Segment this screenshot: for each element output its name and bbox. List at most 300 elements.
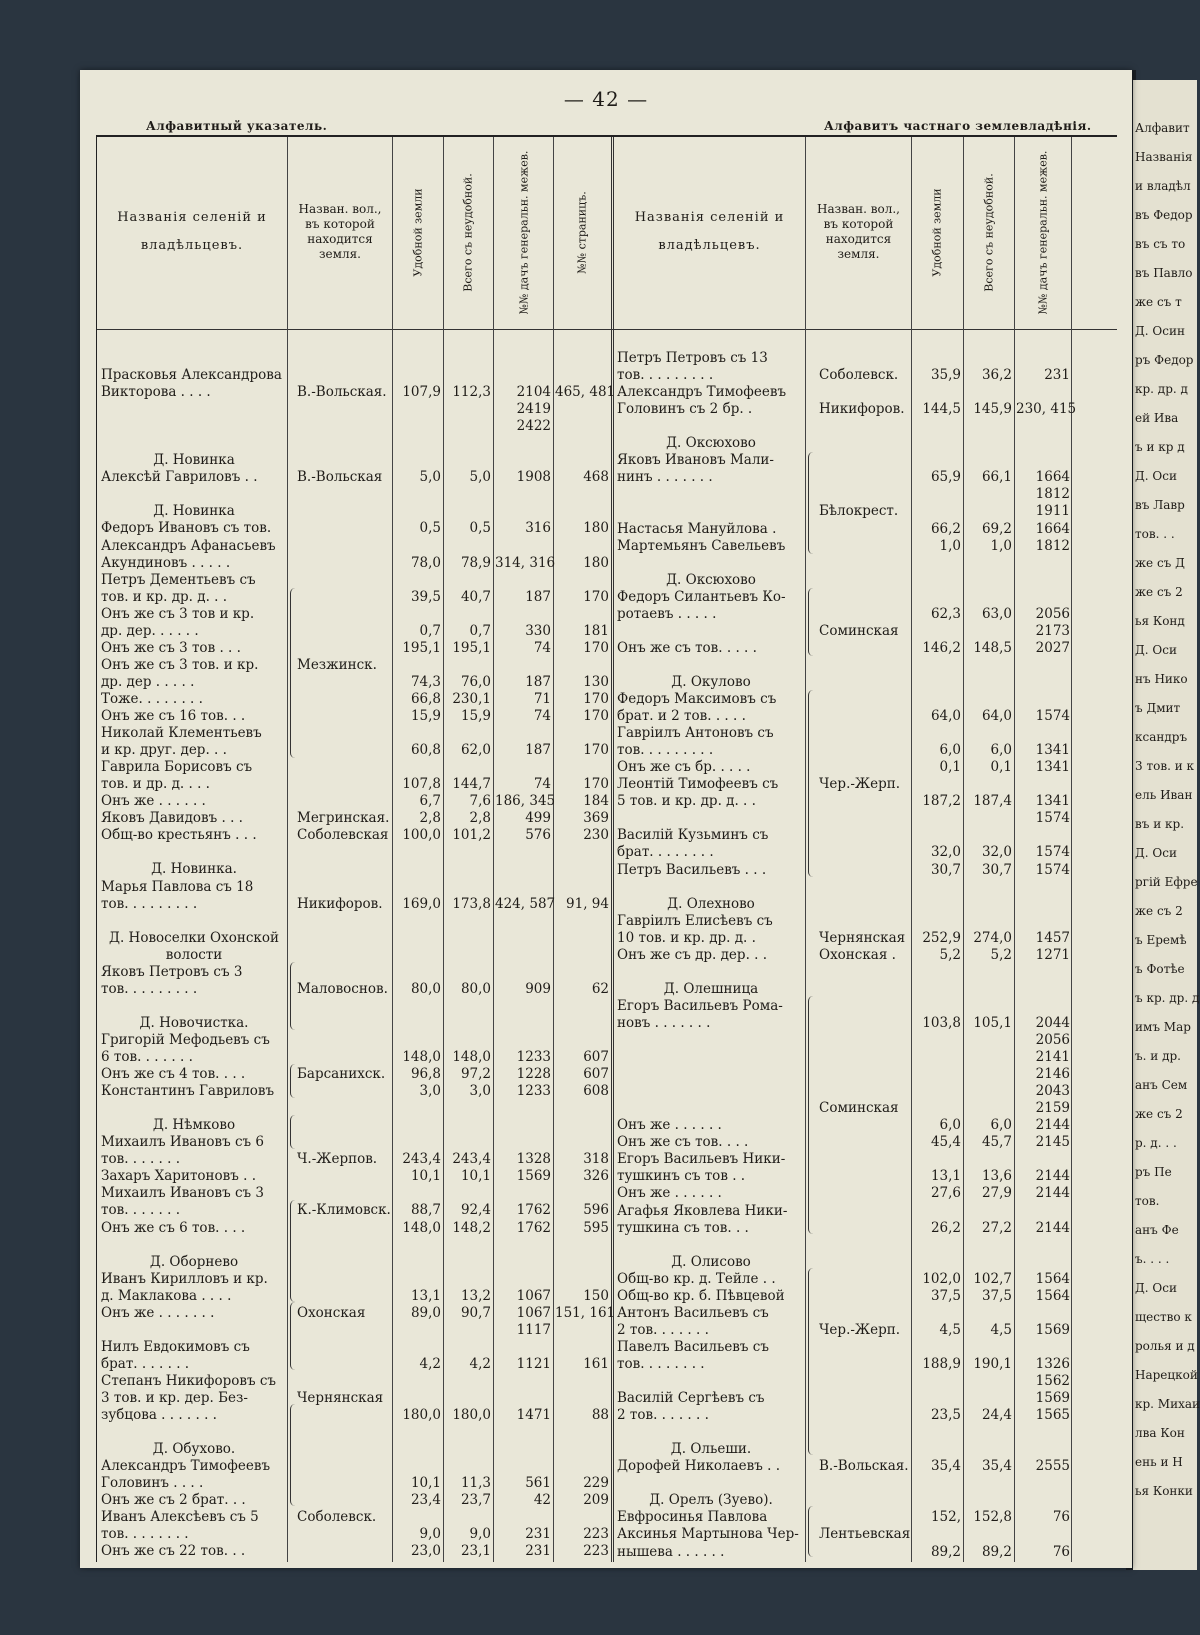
survey-number: 1762: [516, 1219, 551, 1236]
survey-number: 231: [525, 1526, 551, 1543]
survey-number: 230, 415: [1016, 401, 1077, 418]
owner-name: др. дер . . . . .: [101, 673, 195, 690]
table-row: [97, 1220, 1117, 1237]
page-reference: 223: [583, 1526, 609, 1543]
arable-land-value: 4,2: [419, 1355, 441, 1372]
total-land-value: 102,7: [973, 1270, 1012, 1287]
page-reference: 180: [583, 554, 609, 571]
village-heading: Д. Новинка: [153, 452, 235, 469]
page-reference: 596: [583, 1202, 609, 1219]
owner-name: Аксинья Мартынова Чер-: [617, 1526, 799, 1543]
owner-name: Викторова . . . .: [101, 384, 211, 401]
owner-name: Онъ же съ тов. . . .: [617, 1134, 749, 1151]
owner-name: Онъ же съ тов. . . . .: [617, 639, 757, 656]
survey-number: 1117: [516, 1321, 551, 1338]
neighbor-page-fragment: ръ Пе: [1135, 1165, 1172, 1179]
survey-number: 1569: [516, 1168, 551, 1185]
survey-number: 1067: [516, 1304, 551, 1321]
owner-name: Иванъ Алексѣевъ съ 5: [101, 1509, 259, 1526]
table-row: [97, 1203, 1117, 1220]
page-reference: 151, 161: [555, 1304, 616, 1321]
table-row: [97, 401, 1117, 418]
owner-name: Петръ Петровъ съ 13: [617, 350, 768, 366]
owner-name: Общ-во кр. д. Тейле . .: [617, 1270, 776, 1287]
survey-number: 1574: [1035, 810, 1070, 827]
village-heading: Д. Ольеши.: [670, 1441, 752, 1458]
total-land-value: 101,2: [452, 827, 491, 844]
arable-land-value: 107,9: [402, 384, 441, 401]
arable-land-value: 2,8: [419, 810, 441, 827]
total-land-value: 230,1: [452, 690, 491, 707]
owner-name: Онъ же . . . . . . .: [101, 1304, 215, 1321]
table-row: [97, 1083, 1117, 1100]
total-land-value: 36,2: [981, 367, 1012, 384]
neighbor-page-fragment: же съ 2: [1135, 904, 1183, 918]
page-number: — 42 —: [563, 87, 649, 111]
owner-name: Петръ Васильевъ . . .: [617, 861, 767, 878]
page-reference: 170: [583, 776, 609, 793]
table-row: [97, 827, 1117, 844]
survey-number: 74: [533, 708, 551, 724]
total-land-value: 148,0: [452, 1049, 491, 1065]
grouping-brace: [808, 996, 813, 1234]
page-reference: 130: [583, 673, 609, 690]
owner-name: Головинъ съ 2 бр. .: [617, 401, 753, 418]
arable-land-value: 103,8: [922, 1014, 961, 1031]
total-land-value: 1,0: [990, 537, 1012, 554]
owner-name: тушкинъ съ тов . .: [617, 1168, 746, 1185]
table-row: [97, 657, 1117, 674]
survey-number: 231: [525, 1543, 551, 1560]
arable-land-value: 102,0: [922, 1270, 961, 1287]
owner-name: 3 тов. и кр. дер. Без-: [101, 1390, 248, 1406]
grouping-brace: [808, 588, 813, 656]
survey-number: 1341: [1035, 742, 1070, 759]
table-row: [97, 469, 1117, 486]
table-row: [97, 844, 1117, 861]
table-row: [97, 708, 1117, 725]
arable-land-value: 96,8: [410, 1066, 441, 1083]
arable-land-value: 66,8: [410, 690, 441, 707]
owner-name: тушкина съ тов. . .: [617, 1219, 749, 1236]
arable-land-value: 15,9: [410, 708, 441, 724]
owner-name: Александръ Тимофеевъ: [101, 1458, 271, 1475]
arable-land-value: 5,0: [419, 469, 441, 486]
survey-number: 2144: [1035, 1117, 1070, 1134]
owner-name: Егоръ Васильевъ Ники-: [617, 1151, 786, 1168]
owner-name: тов. . . . . . . . .: [617, 742, 714, 759]
survey-number: 1233: [516, 1049, 551, 1065]
arable-land-value: 10,1: [410, 1168, 441, 1185]
neighbor-page-fragment: р. д. . .: [1135, 1136, 1177, 1150]
table-row: [97, 1544, 1117, 1561]
page-reference: 170: [583, 708, 609, 724]
arable-land-value: 243,4: [402, 1151, 441, 1168]
owner-name: д. Маклакова . . . .: [101, 1287, 232, 1304]
owner-name: Тоже. . . . . . . .: [101, 690, 203, 707]
page-reference: 318: [583, 1151, 609, 1168]
page-reference: 170: [583, 639, 609, 656]
owner-name: ротаевъ . . . . .: [617, 605, 717, 622]
survey-number: 2422: [516, 418, 551, 435]
page-reference: 465, 481: [555, 384, 616, 401]
survey-number: 2104: [516, 384, 551, 401]
owner-name: Павелъ Васильевъ съ: [617, 1338, 769, 1355]
owner-name: Алексѣй Гавриловъ . .: [101, 469, 258, 486]
survey-number: 74: [533, 776, 551, 793]
survey-number: 909: [525, 980, 551, 997]
grouping-brace: [290, 1404, 295, 1506]
header-udobnoy-right: Удобной земли: [931, 187, 945, 277]
owner-name: тов. . . . . . . . .: [617, 367, 714, 384]
table-row: [97, 1458, 1117, 1475]
village-heading: Д. Новоселки Охонской: [109, 929, 279, 946]
page-reference: 181: [583, 622, 609, 639]
owner-name: Онъ же съ 16 тов. . .: [101, 708, 246, 724]
grouping-brace: [290, 1064, 295, 1098]
survey-number: 2144: [1035, 1219, 1070, 1236]
table-row: [97, 1168, 1117, 1185]
survey-number: 42: [533, 1492, 551, 1509]
survey-number: 1565: [1035, 1407, 1070, 1424]
table-row: [97, 1100, 1117, 1117]
total-land-value: 0,1: [990, 759, 1012, 776]
owner-name: Агафья Яковлева Ники-: [617, 1202, 788, 1219]
grouping-brace: [290, 1302, 295, 1370]
survey-number: 1457: [1035, 929, 1070, 946]
table-row: [97, 1151, 1117, 1168]
owner-name: 5 тов. и кр. др. д. . .: [617, 793, 756, 810]
owner-name: Иванъ Кирилловъ и кр.: [101, 1270, 268, 1287]
table-row: [97, 998, 1117, 1015]
arable-land-value: 60,8: [410, 742, 441, 759]
owner-name: брат. . . . . . . .: [617, 844, 714, 861]
table-row: [97, 1117, 1117, 1134]
neighbor-page-fragment: ъ кр. др. д: [1135, 991, 1200, 1005]
owner-name: тов. . . . . . .: [101, 1202, 180, 1219]
neighbor-page-fragment: ъ и кр д: [1135, 440, 1185, 454]
total-land-value: 274,0: [973, 929, 1012, 946]
total-land-value: 173,8: [452, 895, 491, 912]
table-row: [97, 1185, 1117, 1202]
survey-number: 1471: [516, 1407, 551, 1424]
arable-land-value: 188,9: [922, 1355, 961, 1372]
neighbor-page-fragment: ксандръ: [1135, 730, 1188, 744]
arable-land-value: 23,4: [410, 1492, 441, 1509]
total-land-value: 30,7: [981, 861, 1012, 878]
total-land-value: 10,1: [460, 1168, 491, 1185]
neighbor-page-fragment: ель Иван: [1135, 788, 1193, 802]
neighbor-page-fragment: ролья и д: [1135, 1339, 1195, 1353]
grouping-brace: [290, 962, 295, 1030]
village-heading: Д. Оксюхово: [666, 571, 756, 588]
total-land-value: 0,5: [469, 520, 491, 537]
village-heading: Д. Нѣмково: [152, 1117, 236, 1134]
owner-name: Яковъ Давидовъ . . .: [101, 810, 243, 827]
owner-name: нышева . . . . . .: [617, 1543, 725, 1560]
total-land-value: 66,1: [981, 469, 1012, 486]
neighbor-page-fragment: Названія: [1135, 150, 1193, 164]
owner-name: Степанъ Никифоровъ съ: [101, 1372, 277, 1389]
survey-number: 316: [525, 520, 551, 537]
owner-name: Федоръ Ивановъ съ тов.: [101, 520, 272, 537]
total-land-value: 76,0: [460, 673, 491, 690]
owner-name: и кр. друг. дер. . .: [101, 742, 227, 759]
village-heading: Д. Олешница: [663, 980, 759, 997]
total-land-value: 27,9: [981, 1185, 1012, 1202]
total-land-value: 40,7: [460, 588, 491, 605]
volost-name: Мезжинск.: [297, 656, 377, 673]
arable-land-value: 144,5: [922, 401, 961, 418]
page-reference: 170: [583, 690, 609, 707]
volost-name: Мегринская.: [297, 810, 390, 827]
survey-number: 74: [533, 639, 551, 656]
running-head-right: Алфавитъ частнаго землевладѣнія.: [824, 119, 1092, 133]
survey-number: 2173: [1035, 622, 1070, 639]
owner-name: Антонъ Васильевъ съ: [617, 1304, 769, 1321]
header-volost: Назван. вол., въ которой находится земля.: [298, 202, 382, 261]
total-land-value: 243,4: [452, 1151, 491, 1168]
arable-land-value: 88,7: [410, 1202, 441, 1219]
neighbor-page-fragment: ъ Дмит: [1135, 701, 1181, 715]
arable-land-value: 4,5: [939, 1321, 961, 1338]
table-row: [97, 589, 1117, 606]
total-land-value: 105,1: [973, 1014, 1012, 1031]
owner-name: Евфросинья Павлова: [617, 1509, 768, 1526]
survey-number: 2144: [1035, 1168, 1070, 1185]
header-vsego: Всего съ неудобной.: [462, 172, 475, 292]
total-land-value: 3,0: [469, 1083, 491, 1100]
village-heading: Д. Новочистка.: [139, 1014, 249, 1031]
volost-name: Соминская: [819, 1100, 899, 1117]
total-land-value: 97,2: [460, 1066, 491, 1083]
table-row: [97, 418, 1117, 435]
survey-number: 1562: [1035, 1373, 1070, 1389]
volost-name: Чернянская: [297, 1390, 384, 1406]
survey-number: 2044: [1035, 1014, 1070, 1031]
owner-name: Онъ же съ бр. . . . .: [617, 759, 751, 776]
neighbor-page-fragment: же съ 2: [1135, 585, 1183, 599]
owner-name: Онъ же съ 3 тов . . .: [101, 639, 241, 656]
total-land-value: 6,0: [990, 742, 1012, 759]
village-heading: Д. Новинка.: [151, 861, 237, 878]
village-heading: Д. Орелъ (Зуево).: [649, 1492, 773, 1509]
table-row: [97, 725, 1117, 742]
volost-name: Охонская .: [819, 946, 896, 963]
owner-name: Онъ же съ 2 брат. . .: [101, 1492, 246, 1509]
total-land-value: 4,5: [990, 1321, 1012, 1338]
total-land-value: 62,0: [460, 742, 491, 759]
neighbor-page-fragment: имъ Мар: [1135, 1020, 1191, 1034]
arable-land-value: 180,0: [402, 1407, 441, 1424]
village-heading: Д. Олисово: [671, 1253, 751, 1270]
owner-name: Прасковья Александрова: [101, 367, 282, 383]
total-land-value: 45,7: [981, 1134, 1012, 1151]
neighbor-page-fragment: въ и кр.: [1135, 817, 1185, 831]
table-row: [97, 503, 1117, 520]
arable-land-value: 0,7: [419, 622, 441, 639]
owner-name: Онъ же . . . . . .: [617, 1185, 722, 1202]
table-row: [97, 1066, 1117, 1083]
table-row: [97, 947, 1117, 964]
neighbor-page-fragment: ья Конки: [1135, 1484, 1193, 1498]
neighbor-page-fragment: Алфавит: [1135, 121, 1190, 135]
village-heading: Д. Обухово.: [152, 1441, 236, 1458]
survey-number: 1569: [1035, 1321, 1070, 1338]
table-row: [97, 1356, 1117, 1373]
survey-number: 76: [1052, 1543, 1070, 1560]
page-reference: 88: [591, 1407, 609, 1424]
survey-number: 1328: [516, 1151, 551, 1168]
owner-name: Яковъ Петровъ съ 3: [101, 963, 243, 980]
survey-number: 1908: [516, 469, 551, 486]
survey-number: 424, 587: [495, 895, 556, 912]
owner-name: Федоръ Максимовъ съ: [617, 691, 777, 707]
survey-number: 2141: [1035, 1049, 1070, 1066]
survey-number: 2027: [1035, 639, 1070, 656]
owner-name: Онъ же съ 6 тов. . . .: [101, 1219, 246, 1236]
owner-name: Николай Клементьевъ: [101, 725, 262, 742]
arable-land-value: 26,2: [930, 1219, 961, 1236]
survey-number: 187: [525, 742, 551, 759]
total-land-value: 145,9: [973, 401, 1012, 418]
arable-land-value: 6,0: [939, 1117, 961, 1134]
section-heading-row: [97, 572, 1117, 589]
total-land-value: 148,2: [452, 1219, 491, 1236]
survey-number: 1067: [516, 1287, 551, 1304]
neighbor-page-fragment: же съ Д: [1135, 556, 1185, 570]
neighbor-page-fragment: въ съ то: [1135, 237, 1186, 251]
total-land-value: 23,7: [460, 1492, 491, 1509]
page-reference: 91, 94: [566, 895, 609, 912]
grouping-brace: [808, 1506, 813, 1557]
owner-name: Егоръ Васильевъ Рома-: [617, 997, 783, 1014]
table-row: [97, 964, 1117, 981]
arable-land-value: 80,0: [410, 980, 441, 997]
neighbor-page-fragment: въ Павло: [1135, 266, 1193, 280]
page-reference: 326: [583, 1168, 609, 1185]
total-land-value: 7,6: [469, 793, 491, 810]
owner-name: зубцова . . . . . . .: [101, 1407, 217, 1424]
owner-name: Захаръ Харитоновъ . .: [101, 1168, 257, 1185]
page-reference: 607: [583, 1049, 609, 1065]
neighbor-page-fragment: ъ Фотѣе: [1135, 962, 1185, 976]
survey-number: 576: [525, 827, 551, 844]
owner-name: Михаилъ Ивановъ съ 3: [101, 1185, 264, 1202]
volost-name: Ч.-Жерпов.: [297, 1151, 378, 1168]
table-row: [97, 367, 1117, 384]
volost-name: Охонская: [297, 1304, 366, 1321]
owner-name: Василій Сергѣевъ съ: [617, 1390, 765, 1407]
volost-name: Чернянская: [819, 929, 906, 946]
page-reference: 161: [583, 1355, 609, 1372]
table-row: [97, 930, 1117, 947]
total-land-value: 5,2: [990, 946, 1012, 963]
survey-number: 1564: [1035, 1287, 1070, 1304]
arable-land-value: 0,1: [939, 759, 961, 776]
page-reference: 180: [583, 520, 609, 537]
total-land-value: 152,8: [973, 1509, 1012, 1526]
index-table: [96, 135, 1117, 1562]
page-reference: 150: [583, 1287, 609, 1304]
page-reference: 369: [583, 810, 609, 827]
table-row: [97, 879, 1117, 896]
owner-name: Онъ же съ 3 тов. и кр.: [101, 656, 259, 673]
neighbor-page-fragment: 3 тов. и к: [1135, 759, 1195, 773]
page-reference: 170: [583, 588, 609, 605]
total-land-value: 27,2: [981, 1219, 1012, 1236]
owner-name: Настасья Мануйлова .: [617, 520, 777, 537]
owner-name: Григорій Мефодьевъ съ: [101, 1031, 270, 1048]
total-land-value: 2,8: [469, 810, 491, 827]
neighbor-page-fragment: Д. Оси: [1135, 643, 1177, 657]
neighbor-page-fragment: анъ Фе: [1135, 1223, 1179, 1237]
arable-land-value: 5,2: [939, 946, 961, 963]
neighbor-page-fragment: и владѣл: [1135, 179, 1191, 193]
owner-name: тов. и др. д. . . .: [101, 776, 210, 793]
page-reference: 209: [583, 1492, 609, 1509]
page-reference: 608: [583, 1083, 609, 1100]
owner-name: Мартемьянъ Савельевъ: [617, 537, 786, 554]
neighbor-page-fragment: анъ Сем: [1135, 1078, 1188, 1092]
survey-number: 1228: [516, 1066, 551, 1083]
survey-number: 1762: [516, 1202, 551, 1219]
owner-name: Александръ Тимофеевъ: [617, 384, 787, 401]
page-reference: 595: [583, 1219, 609, 1236]
section-heading-row: [97, 1254, 1117, 1271]
total-land-value: 195,1: [452, 639, 491, 656]
table-row: [97, 759, 1117, 776]
total-land-value: 64,0: [981, 708, 1012, 725]
table-row: [97, 350, 1117, 367]
arable-land-value: 13,1: [410, 1287, 441, 1304]
owner-name: др. дер. . . . . .: [101, 622, 199, 639]
neighbor-page-fragment: ъ Еремѣ: [1135, 933, 1187, 947]
arable-land-value: 195,1: [402, 639, 441, 656]
survey-number: 1812: [1035, 537, 1070, 554]
volost-name: Чер.-Жерп.: [819, 1321, 901, 1338]
grouping-brace: [808, 690, 813, 877]
neighbor-page-fragment: Д. Оси: [1135, 846, 1177, 860]
survey-number: 2419: [516, 401, 551, 418]
table-row: [97, 691, 1117, 708]
owner-name: Дорофей Николаевъ . .: [617, 1458, 781, 1475]
volost-name: Лентьевская: [819, 1526, 911, 1543]
table-row: [97, 538, 1117, 555]
owner-name: Гаврила Борисовъ съ: [101, 759, 253, 776]
survey-number: 1664: [1035, 469, 1070, 486]
table-row: [97, 1015, 1117, 1032]
neighbor-page-fragment: въ Федор: [1135, 208, 1193, 222]
page-reference: 223: [583, 1543, 609, 1560]
survey-number: 187: [525, 673, 551, 690]
village-heading: Д. Окулово: [671, 673, 751, 690]
total-land-value: 6,0: [990, 1117, 1012, 1134]
volost-name: Бѣлокрест.: [819, 503, 899, 520]
total-land-value: 9,0: [469, 1526, 491, 1543]
owner-name: Онъ же . . . . . .: [101, 793, 206, 810]
arable-land-value: 169,0: [402, 895, 441, 912]
arable-land-value: 74,3: [410, 673, 441, 690]
total-land-value: 112,3: [452, 384, 491, 401]
table-row: [97, 606, 1117, 623]
header-dach-right: №№ дачъ генеральн. межев.: [1036, 150, 1050, 314]
page-reference: 468: [583, 469, 609, 486]
owner-name: Онъ же . . . . . .: [617, 1117, 722, 1134]
table-row: [97, 623, 1117, 640]
total-land-value: 37,5: [981, 1287, 1012, 1304]
survey-number: 330: [525, 622, 551, 639]
